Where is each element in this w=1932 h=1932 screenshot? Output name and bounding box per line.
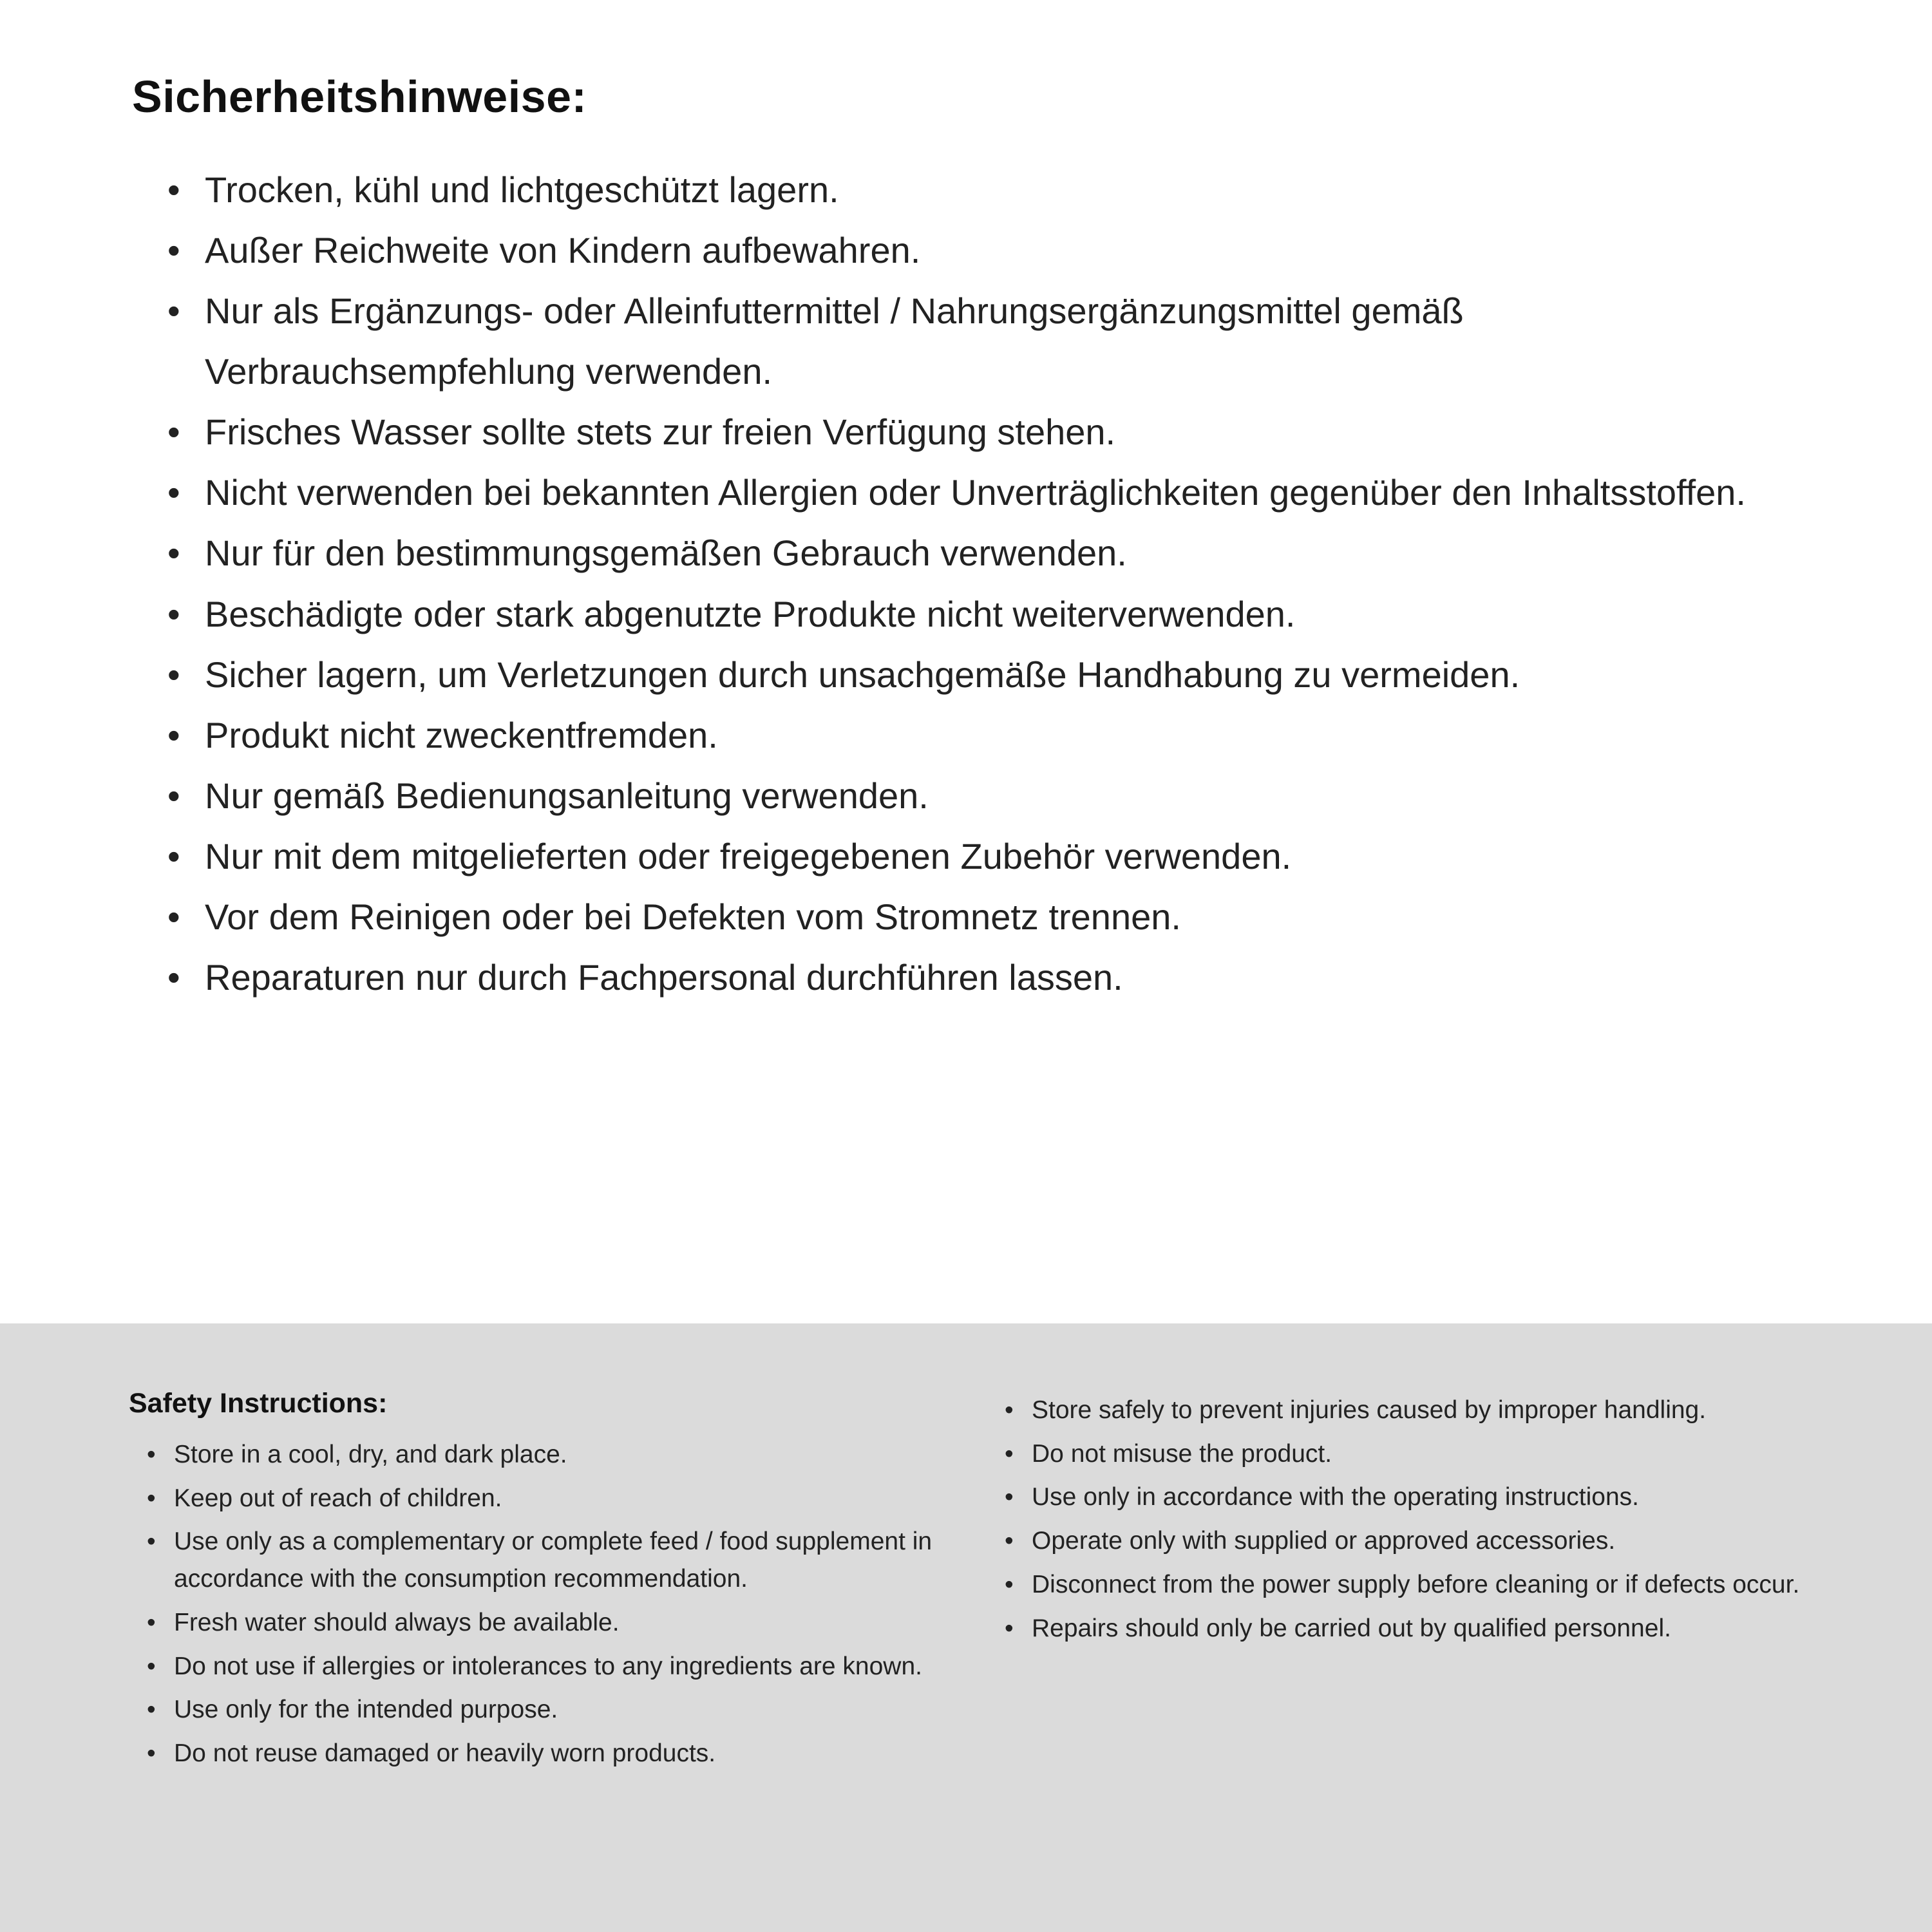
- list-item-text: Nicht verwenden bei bekannten Allergien oder Unverträglichkeiten gegenüber den Inhaltsstoffen.: [205, 472, 1746, 513]
- english-instructions-list-right: [1005, 1392, 1823, 1647]
- list-item: [147, 1436, 947, 1473]
- list-item-text: Do not misuse the product.: [1032, 1439, 1332, 1468]
- list-item: [147, 1691, 947, 1728]
- list-item-text: Repairs should only be carried out by qualified personnel.: [1032, 1614, 1671, 1642]
- bullet-icon: •: [1005, 1396, 1014, 1424]
- bullet-icon: •: [147, 1528, 156, 1556]
- list-item-text: Do not use if allergies or intolerances to any ingredients are known.: [174, 1652, 922, 1680]
- list-item: [1005, 1610, 1823, 1647]
- list-item: [167, 160, 1794, 220]
- list-item: [1005, 1566, 1823, 1604]
- list-item-text: Disconnect from the power supply before cleaning or if defects occur.: [1032, 1570, 1800, 1598]
- list-item-text: Use only as a complementary or complete feed / food supplement in accordance with the consumption recommendation.: [174, 1528, 933, 1593]
- list-item-text: Sicher lagern, um Verletzungen durch unsachgemäße Handhabung zu vermeiden.: [205, 654, 1520, 695]
- bullet-icon: •: [167, 412, 180, 453]
- list-item: [167, 766, 1794, 826]
- bullet-icon: •: [167, 290, 180, 332]
- english-section-title: Safety Instructions:: [129, 1388, 388, 1419]
- list-item-text: Nur für den bestimmungsgemäßen Gebrauch verwenden.: [205, 533, 1127, 574]
- list-item: [147, 1735, 947, 1772]
- list-item: [167, 523, 1794, 583]
- bullet-icon: •: [1005, 1439, 1014, 1468]
- bullet-icon: •: [1005, 1483, 1014, 1511]
- list-item-text: Beschädigte oder stark abgenutzte Produkte nicht weiterverwenden.: [205, 593, 1296, 634]
- list-item: [1005, 1522, 1823, 1560]
- list-item-text: Nur als Ergänzungs- oder Alleinfuttermittel / Nahrungsergänzungsmittel gemäß Verbrauchsempfehlung verwenden.: [205, 290, 1464, 392]
- list-item-text: Use only in accordance with the operating instructions.: [1032, 1483, 1640, 1511]
- list-item-text: Nur gemäß Bedienungsanleitung verwenden.: [205, 775, 929, 816]
- list-item-text: Reparaturen nur durch Fachpersonal durchführen lassen.: [205, 957, 1123, 998]
- bullet-icon: •: [167, 775, 180, 816]
- bullet-icon: •: [147, 1441, 156, 1468]
- bullet-icon: •: [167, 472, 180, 513]
- list-item: [1005, 1392, 1823, 1429]
- list-item: [167, 645, 1794, 705]
- list-item: [167, 826, 1794, 887]
- bullet-icon: •: [1005, 1527, 1014, 1555]
- english-column-right: [1005, 1388, 1823, 1653]
- english-instructions-list-left: [129, 1436, 947, 1772]
- list-item-text: Produkt nicht zweckentfremden.: [205, 714, 718, 755]
- list-item: [147, 1604, 947, 1642]
- list-item-text: Store safely to prevent injuries caused by improper handling.: [1032, 1396, 1707, 1424]
- list-item: [167, 887, 1794, 947]
- list-item: [167, 705, 1794, 766]
- list-item-text: Nur mit dem mitgelieferten oder freigegebenen Zubehör verwenden.: [205, 835, 1292, 876]
- english-section: [0, 1323, 1932, 1932]
- german-section-title: Sicherheitshinweise:: [132, 71, 587, 122]
- german-instructions-list: [132, 160, 1794, 1008]
- bullet-icon: •: [167, 230, 180, 271]
- bullet-icon: •: [167, 593, 180, 634]
- list-item: [1005, 1479, 1823, 1516]
- list-item-text: Use only for the intended purpose.: [174, 1696, 558, 1724]
- bullet-icon: •: [147, 1696, 156, 1724]
- bullet-icon: •: [1005, 1570, 1014, 1598]
- list-item-text: Trocken, kühl und lichtgeschützt lagern.: [205, 169, 839, 210]
- list-item: [167, 462, 1794, 523]
- list-item-text: Operate only with supplied or approved accessories.: [1032, 1527, 1616, 1555]
- list-item-text: Frisches Wasser sollte stets zur freien Verfügung stehen.: [205, 412, 1116, 453]
- bullet-icon: •: [167, 169, 180, 210]
- list-item-text: Außer Reichweite von Kindern aufbewahren.: [205, 230, 921, 271]
- bullet-icon: •: [167, 896, 180, 937]
- list-item: [147, 1480, 947, 1517]
- bullet-icon: •: [167, 654, 180, 695]
- list-item: [167, 402, 1794, 462]
- list-item: [147, 1648, 947, 1685]
- list-item: [167, 220, 1794, 281]
- list-item: [1005, 1435, 1823, 1473]
- bullet-icon: •: [147, 1608, 156, 1636]
- bullet-icon: •: [147, 1484, 156, 1512]
- list-item-text: Keep out of reach of children.: [174, 1484, 502, 1512]
- list-item-text: Vor dem Reinigen oder bei Defekten vom Stromnetz trennen.: [205, 896, 1181, 937]
- bullet-icon: •: [1005, 1614, 1014, 1642]
- bullet-icon: •: [167, 835, 180, 876]
- list-item-text: Do not reuse damaged or heavily worn products.: [174, 1739, 716, 1768]
- bullet-icon: •: [167, 533, 180, 574]
- list-item: [167, 947, 1794, 1008]
- list-item: [167, 281, 1794, 402]
- bullet-icon: •: [147, 1739, 156, 1768]
- bullet-icon: •: [167, 714, 180, 755]
- bullet-icon: •: [147, 1652, 156, 1680]
- bullet-icon: •: [167, 957, 180, 998]
- list-item-text: Store in a cool, dry, and dark place.: [174, 1441, 567, 1468]
- list-item: [147, 1523, 947, 1597]
- english-column-left: [129, 1388, 947, 1779]
- list-item: [167, 584, 1794, 645]
- list-item-text: Fresh water should always be available.: [174, 1608, 620, 1636]
